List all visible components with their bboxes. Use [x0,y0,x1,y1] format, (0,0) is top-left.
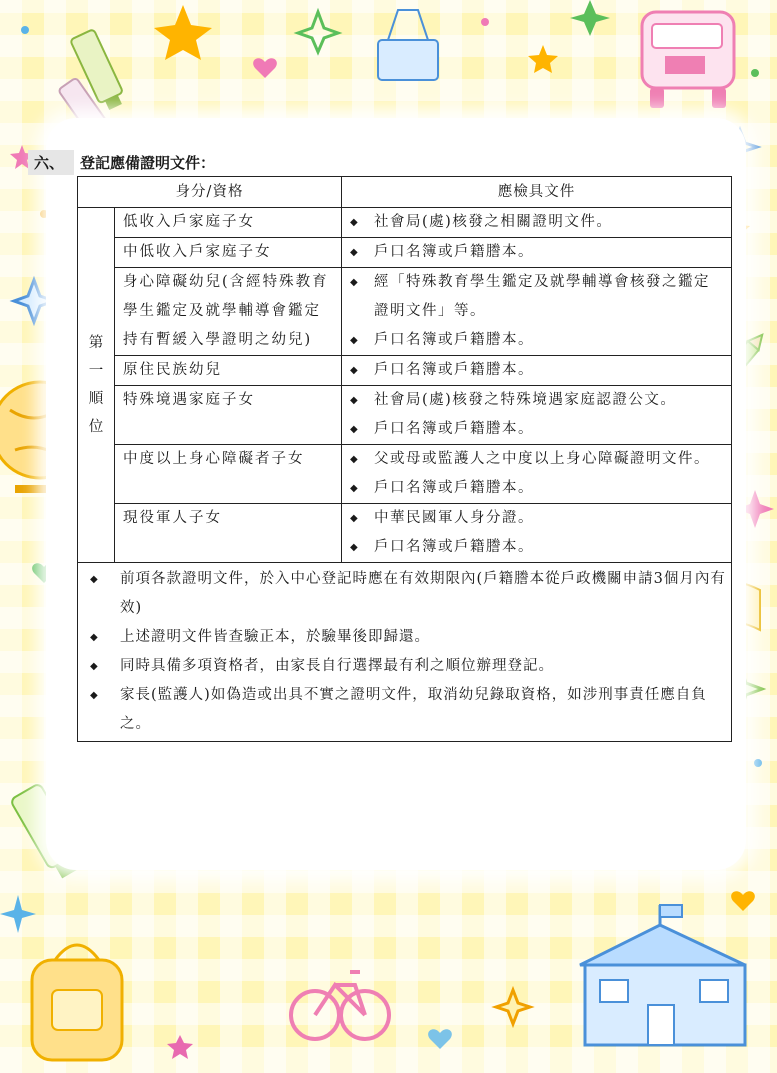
document-item: ◆ 戶口名簿或戶籍謄本。 [350,533,723,562]
document-item: ◆ 經「特殊教育學生鑑定及就學輔導會核發之鑑定證明文件」等。 [350,268,723,326]
document-item: ◆ 中華民國軍人身分證。 [350,504,723,533]
table-row [78,504,732,563]
table-header-row [78,177,732,208]
dot-icon [481,18,489,26]
sparkle-icon [298,12,338,52]
section-title: 登記應備證明文件： [80,153,216,172]
note-item: ◆ 上述證明文件皆查驗正本，於驗畢後即歸還。 [90,623,727,652]
document-item: ◆ 戶口名簿或戶籍謄本。 [350,238,723,267]
dot-icon [754,759,762,767]
note-item: ◆ 前項各款證明文件，於入中心登記時應在有效期限內(戶籍謄本從戶政機關申請3個月內有效) [90,565,727,623]
documents-cell [342,386,732,445]
table-row [78,386,732,445]
category-cell: 身心障礙幼兒(含經特殊教育學生鑑定及就學輔導會鑑定持有暫緩入學證明之幼兒) [115,268,342,356]
note-item: ◆ 家長(監護人)如偽造或出具不實之證明文件，取消幼兒錄取資格，如涉刑事責任應自負之。 [90,681,727,739]
document-item: ◆ 戶口名簿或戶籍謄本。 [350,415,723,444]
header-identity: 身分/資格 [78,177,342,208]
notes-row [78,563,732,742]
document-item: ◆ 社會局(處)核發之相關證明文件。 [350,208,723,237]
documents-cell [342,208,732,238]
table-row [78,208,732,238]
school-house-icon [580,905,745,1045]
rank-char: 順 [88,391,104,407]
heart-icon [731,891,755,911]
category-cell: 中低收入戶家庭子女 [115,238,342,268]
bicycle-icon [291,972,389,1039]
sparkle-icon [0,895,36,933]
backpack-icon [32,945,122,1060]
category-cell: 中度以上身心障礙者子女 [115,445,342,504]
heart-icon [253,58,277,78]
documents-cell [342,445,732,504]
documents-cell [342,268,732,356]
rank-char: 一 [88,363,104,379]
category-cell: 原住民族幼兒 [115,356,342,386]
category-cell: 現役軍人子女 [115,504,342,563]
table-row [78,445,732,504]
documents-cell [342,504,732,563]
category-cell: 低收入戶家庭子女 [115,208,342,238]
documents-cell [342,238,732,268]
sparkle-icon [496,990,530,1024]
documents-cell [342,356,732,386]
note-item: ◆ 同時具備多項資格者，由家長自行選擇最有利之順位辦理登記。 [90,652,727,681]
heart-icon [428,1029,452,1049]
star-icon [167,1035,193,1059]
rank-char: 第 [88,335,104,351]
category-cell: 特殊境遇家庭子女 [115,386,342,445]
document-item: ◆ 戶口名簿或戶籍謄本。 [350,474,723,503]
section-heading [28,150,215,174]
documents-table [77,176,732,742]
sparkle-icon [570,0,610,36]
rank-cell [78,208,115,563]
dot-icon [751,69,759,77]
rank-char: 位 [88,419,104,435]
document-item: ◆ 父或母或監護人之中度以上身心障礙證明文件。 [350,445,723,474]
school-bus-icon [642,12,734,108]
table-row [78,268,732,356]
section-number: 六、 [28,150,74,175]
star-icon [528,45,558,73]
table-row [78,238,732,268]
dot-icon [21,26,29,34]
document-item: ◆ 社會局(處)核發之特殊境遇家庭認證公文。 [350,386,723,415]
binder-clip-icon [378,10,438,80]
notes-cell [78,563,732,742]
document-item: ◆ 戶口名簿或戶籍謄本。 [350,326,723,355]
table-row [78,356,732,386]
header-documents: 應檢具文件 [342,177,732,208]
document-item: ◆ 戶口名簿或戶籍謄本。 [350,356,723,385]
star-icon [154,5,212,60]
